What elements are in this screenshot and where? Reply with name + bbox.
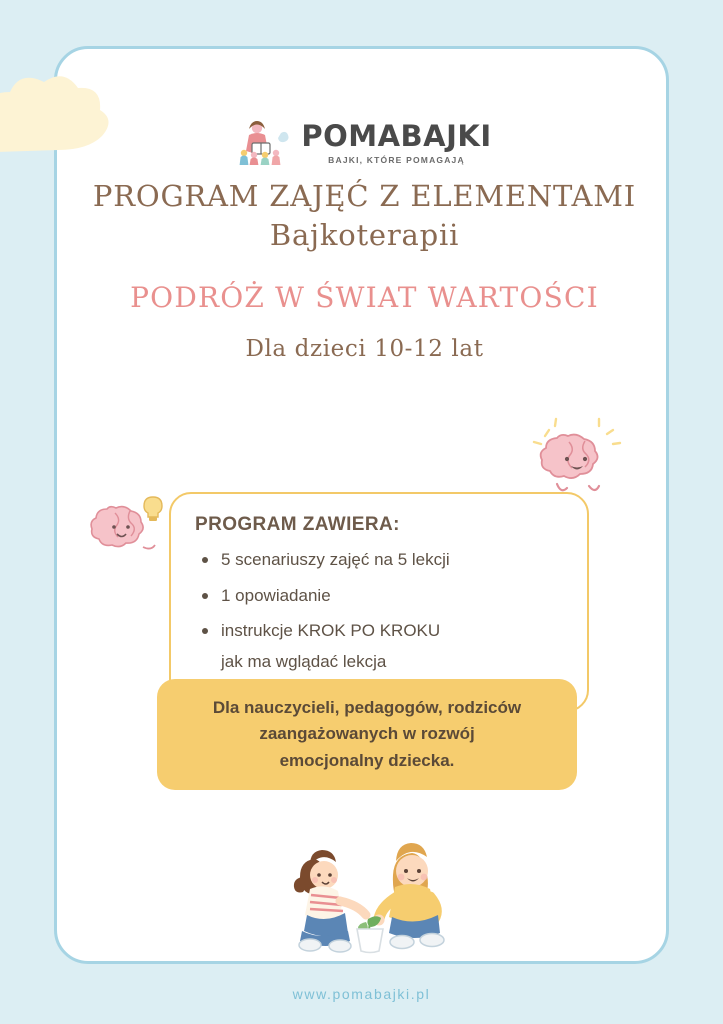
heading-block	[57, 177, 669, 362]
storyteller-with-children-icon	[237, 119, 291, 167]
logo-tagline: BAJKI, KTÓRE POMAGAJĄ	[328, 154, 465, 165]
audience-banner	[157, 679, 577, 790]
audience-line-2: zaangażowanych w rozwój	[259, 724, 475, 744]
brain-with-lightbulb-icon	[85, 487, 173, 563]
program-heading-line2: Bajkoterapii	[269, 218, 460, 253]
happy-brain-icon	[527, 414, 627, 504]
list-item-label-second-line: jak ma wglądać lekcja	[221, 651, 387, 671]
program-heading	[57, 177, 669, 255]
audience-line-3: emocjonalny dziecka.	[279, 750, 455, 770]
list-item-label: 5 scenariuszy zajęć na 5 lekcji	[221, 550, 450, 569]
program-heading-line1: PROGRAM ZAJĘĆ Z ELEMENTAMI	[92, 179, 637, 213]
audience-line-1: Dla nauczycieli, pedagogów, rodziców	[212, 698, 522, 717]
age-subtitle: Dla dzieci 10-12 lat	[245, 336, 484, 363]
list-item	[195, 548, 563, 573]
list-item-label: 1 opowiadanie	[221, 585, 331, 605]
program-contents-list	[195, 548, 563, 675]
program-contents-title: PROGRAM ZAWIERA:	[195, 514, 400, 535]
logo-name: POMABAJKI	[301, 118, 492, 153]
footer-url[interactable]: www.pomabajki.pl	[292, 986, 431, 1002]
logo-text	[301, 118, 492, 165]
cloud-icon	[0, 56, 156, 176]
page-title: PODRÓŻ W ŚWIAT WARTOŚCI	[130, 281, 599, 315]
poster-card	[54, 46, 669, 964]
list-item	[195, 619, 563, 674]
two-children-planting-icon	[262, 819, 477, 954]
list-item-label: instrukcje KROK PO KROKU	[221, 621, 441, 641]
list-item	[195, 584, 563, 609]
